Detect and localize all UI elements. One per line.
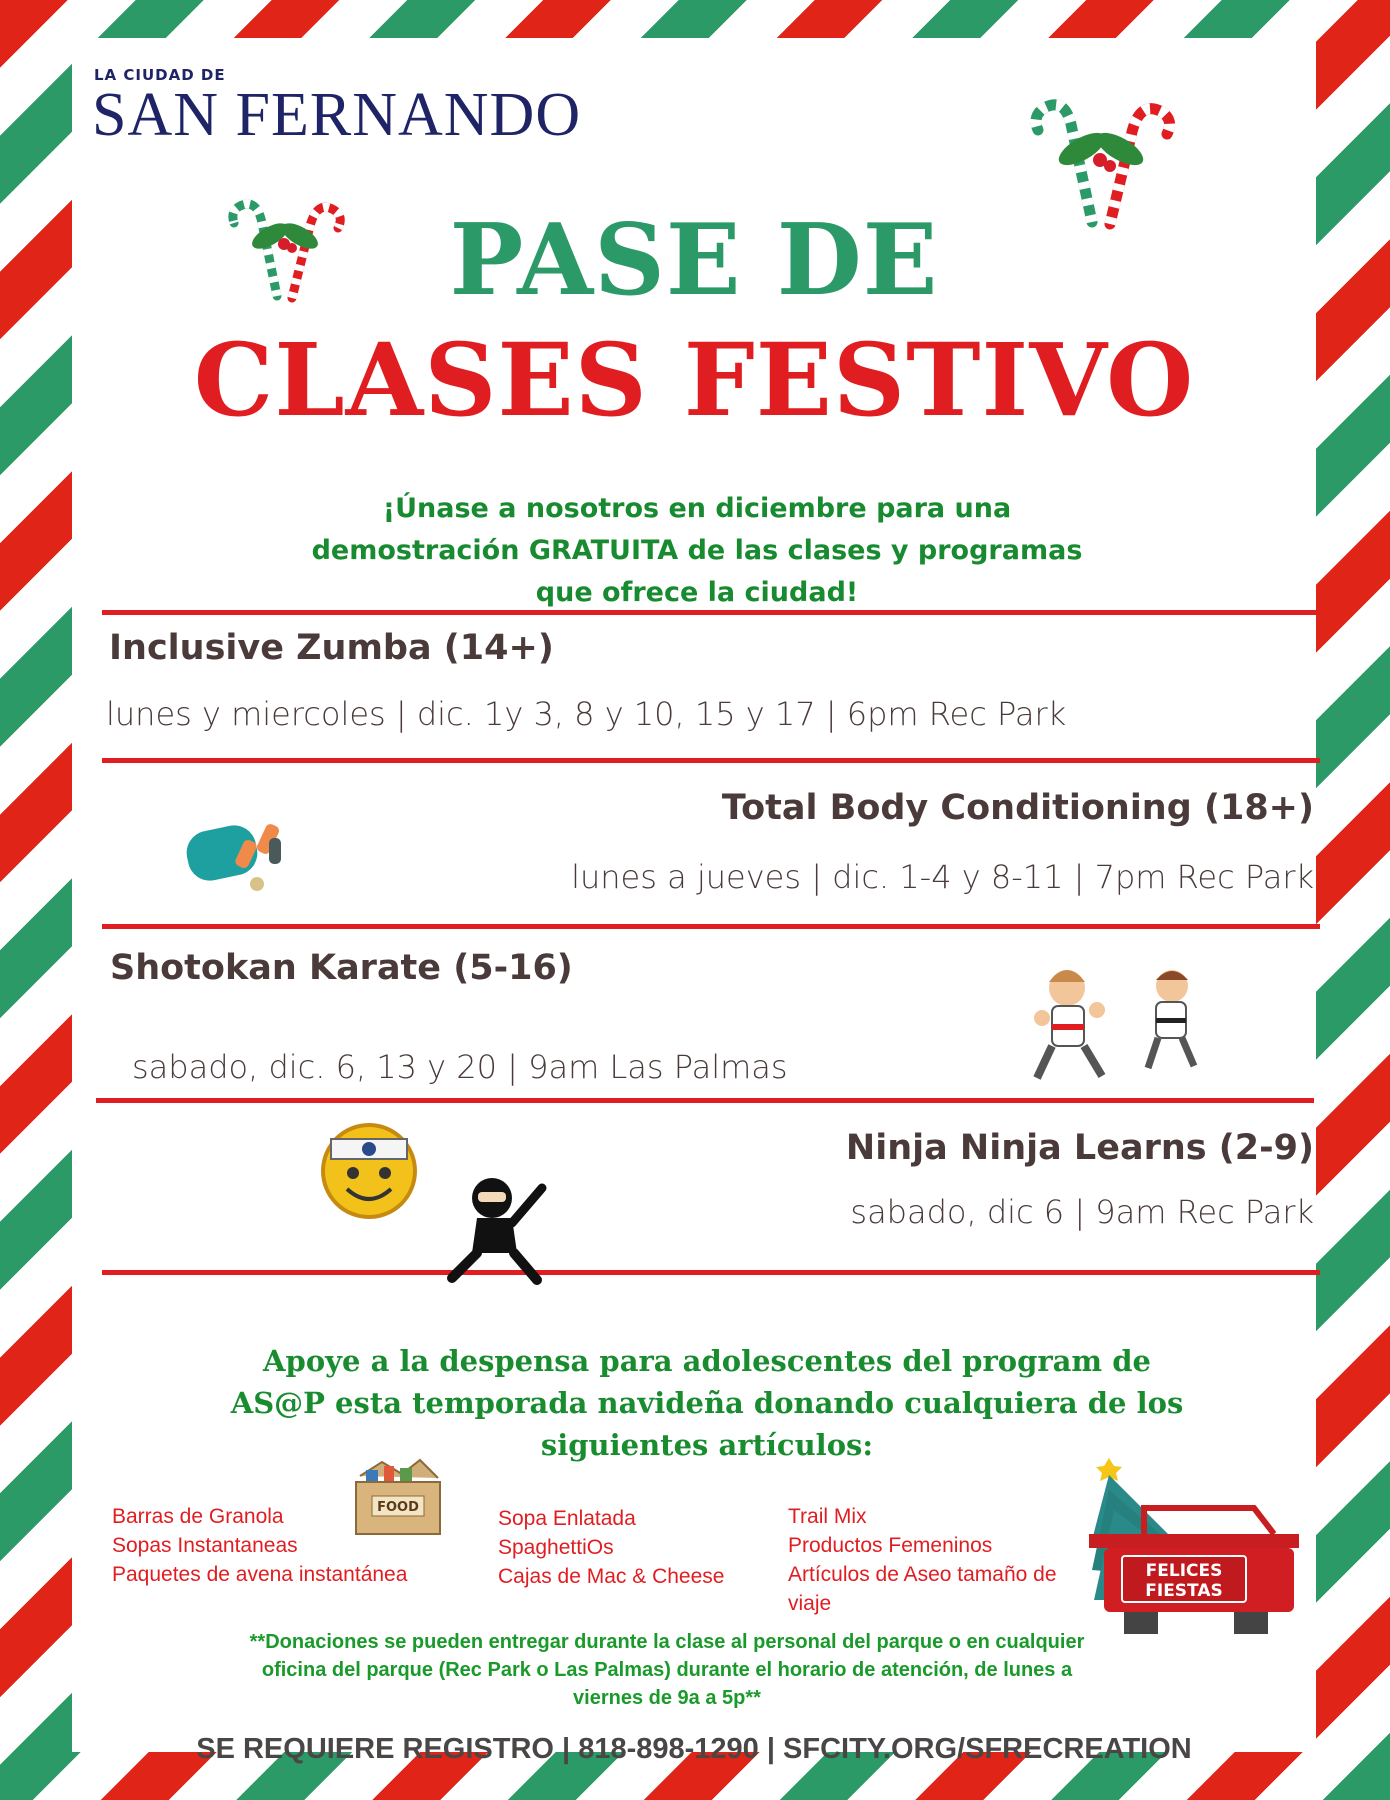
divider-3 <box>102 924 1320 929</box>
item-feminine-products: Productos Femeninos <box>788 1534 993 1557</box>
class-detail-ninja: sabado, dic 6 | 9am Rec Park <box>850 1193 1314 1231</box>
item-mac-cheese: Cajas de Mac & Cheese <box>498 1565 725 1588</box>
items-column-2 <box>498 1504 724 1591</box>
class-title-zumba: Inclusive Zumba (14+) <box>109 628 554 668</box>
item-oatmeal: Paquetes de avena instantánea <box>112 1563 408 1586</box>
class-detail-zumba: lunes y miercoles | dic. 1y 3, 8 y 10, 15 y 17 | 6pm Rec Park <box>106 695 1067 733</box>
support-line-1: Apoye a la despensa para adolescentes del program de <box>263 1344 1151 1378</box>
logo-prefix: LA CIUDAD DE <box>94 66 226 84</box>
intro-text <box>182 488 1212 614</box>
title-line-2: CLASES FESTIVO <box>193 321 1195 439</box>
divider-5 <box>102 1270 1320 1275</box>
items-column-1 <box>112 1502 407 1589</box>
item-toiletries: Artículos de Aseo tamaño de <box>788 1563 1057 1586</box>
intro-line-2: demostración GRATUITA de las clases y programas <box>311 535 1083 566</box>
intro-line-1: ¡Únase a nosotros en diciembre para una <box>382 493 1012 524</box>
truck-sign-line-1: FELICES <box>1145 1561 1223 1581</box>
food-box-label: FOOD <box>377 1500 419 1515</box>
items-column-3 <box>788 1502 1057 1618</box>
item-spaghettios: SpaghettiOs <box>498 1536 614 1559</box>
class-title-total-body: Total Body Conditioning (18+) <box>721 788 1314 828</box>
class-detail-total-body: lunes a jueves | dic. 1-4 y 8-11 | 7pm Rec Park <box>571 858 1314 896</box>
title-line-1: PASE DE <box>449 203 939 318</box>
flyer-panel <box>72 38 1316 1765</box>
yoga-mat-weights-icon <box>177 798 302 898</box>
intro-line-3: que ofrece la ciudad! <box>535 577 859 608</box>
logo-city-name: SAN FERNANDO <box>92 81 582 149</box>
item-instant-soups: Sopas Instantaneas <box>112 1534 298 1557</box>
divider-2 <box>102 758 1320 763</box>
ninja-figure-icon <box>442 1168 552 1288</box>
divider-1 <box>102 610 1320 615</box>
donation-note <box>167 1628 1167 1712</box>
divider-4 <box>96 1098 1314 1103</box>
item-toiletries-cont: viaje <box>788 1592 832 1615</box>
item-canned-soup: Sopa Enlatada <box>498 1507 636 1530</box>
support-line-3: siguientes artículos: <box>540 1428 874 1462</box>
truck-sign-line-2: FIESTAS <box>1145 1581 1223 1601</box>
support-line-2: AS@P esta temporada navideña donando cualquiera de los <box>230 1386 1184 1420</box>
item-trail-mix: Trail Mix <box>788 1505 867 1528</box>
class-title-ninja: Ninja Ninja Learns (2-9) <box>845 1128 1314 1168</box>
note-line-2: oficina del parque (Rec Park o Las Palmas) durante el horario de atención, de lunes a <box>261 1659 1073 1681</box>
item-granola: Barras de Granola <box>112 1505 284 1528</box>
note-line-3: viernes de 9a a 5p** <box>573 1687 761 1709</box>
registration-contact: SE REQUIERE REGISTRO | 818-898-1290 | SFCITY.ORG/SFRECREATION <box>196 1733 1192 1765</box>
class-detail-karate: sabado, dic. 6, 13 y 20 | 9am Las Palmas <box>132 1048 788 1086</box>
note-line-1: **Donaciones se pueden entregar durante la clase al personal del parque o en cualquier <box>249 1631 1085 1653</box>
ninja-emoji-icon <box>317 1113 427 1223</box>
karate-kids-icon <box>1022 958 1222 1098</box>
class-title-karate: Shotokan Karate (5-16) <box>110 948 573 988</box>
